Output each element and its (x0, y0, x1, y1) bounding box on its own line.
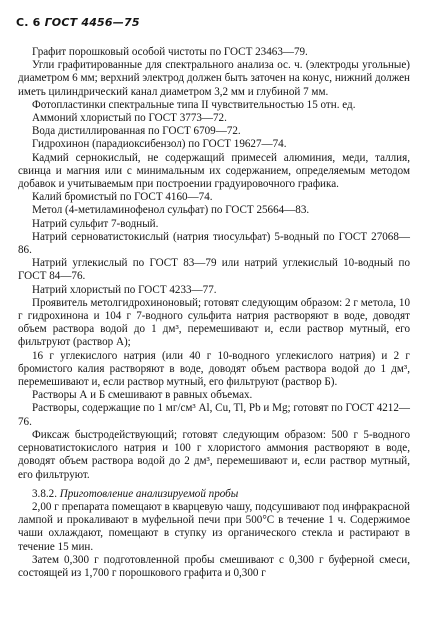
paragraph: Гидрохинон (парадиоксибензол) по ГОСТ 19627—74. (32, 138, 287, 151)
paragraph: Графит порошковый особой чистоты по ГОСТ 23463—79. (32, 46, 308, 58)
section-title: Приготовление анализируемой пробы (59, 487, 239, 500)
paragraph: Аммоний хлористый по ГОСТ 3773—72. (32, 112, 227, 125)
section-number: 3.8.2. (32, 487, 57, 500)
paragraph: Фотопластинки спектральные типа II чувствительностью 15 отн. ед. (32, 98, 356, 111)
paragraph: 2,00 г препарата помещают в кварцевую чашу, подсушивают под инфракрасной лампой и прокаливают в муфельной печи при 500°С в течение 1 ч. Содержимое чаши охлаждают, помещают в ступку из органического стекла и растирают в течение 15 мин. (18, 500, 410, 553)
paragraph: Растворы А и Б смешивают в равных объемах. (32, 389, 253, 402)
paragraph: Проявитель метолгидрохиноновый; готовят следующим образом: 2 г метола, 10 г гидрохинона и 104 г 7-водного сульфита натрия растворяют в воде, доводят объем раствора водой до 1 дм³, перемешивают и, если раствор мутный, его фильтруют (раствор А); (18, 296, 410, 349)
paragraph: 16 г углекислого натрия (или 40 г 10-водного углекислого натрия) и 2 г бромистого калия растворяют в воде, доводят объем раствора водой до 1 дм³, перемешивают и, если раствор мутный, его фильтруют (раствор Б). (18, 349, 410, 389)
paragraph: Метол (4-метиламинофенол сульфат) по ГОСТ 25664—83. (32, 204, 310, 217)
paragraph: Растворы, содержащие по 1 мг/см³ Al, Cu, Tl, Pb и Mg; готовят по ГОСТ 4212—76. (18, 402, 410, 428)
paragraph: Вода дистиллированная по ГОСТ 6709—72. (32, 125, 241, 138)
paragraph: Натрий сульфит 7-водный. (32, 217, 159, 230)
paragraph: Натрий хлористый по ГОСТ 4233—77. (32, 283, 217, 296)
page-number: С. 6 (16, 16, 41, 29)
paragraph: Угли графитированные для спектрального анализа ос. ч. (электроды угольные) диаметром 6 мм; верхний электрод должен быть заточен на конус, нижний должен иметь цилиндрический канал диаметром 3,2 мм и глубиной 7 мм. (18, 59, 410, 98)
document-body (18, 46, 410, 580)
standard-code: ГОСТ 4456—75 (44, 16, 140, 29)
paragraph: Затем 0,300 г подготовленной пробы смешивают с 0,300 г буферной смеси, состоящей из 1,700 г порошкового графита и 0,300 г (18, 553, 410, 579)
paragraph: Фиксаж быстродействующий; готовят следующим образом: 500 г 5-водного серноватистокислого натрия и 100 г хлористого аммония растворяют в воде, доводят объем раствора водой до 2 дм³, перемешивают и, если раствор мутный, его фильтруют. (18, 428, 410, 481)
paragraph: Натрий серноватистокислый (натрия тиосульфат) 5-водный по ГОСТ 27068—86. (18, 230, 410, 257)
paragraph: Кадмий сернокислый, не содержащий примесей алюминия, меди, таллия, свинца и магния или с минимальным их содержанием, определяемым методом добавок и учитываемым при построении градуировочного графика. (18, 151, 410, 191)
paragraph: Натрий углекислый по ГОСТ 83—79 или натрий углекислый 10-водный по ГОСТ 84—76. (18, 257, 410, 283)
section-heading (18, 488, 410, 501)
paragraph: Калий бромистый по ГОСТ 4160—74. (32, 191, 213, 204)
running-header (16, 16, 140, 29)
